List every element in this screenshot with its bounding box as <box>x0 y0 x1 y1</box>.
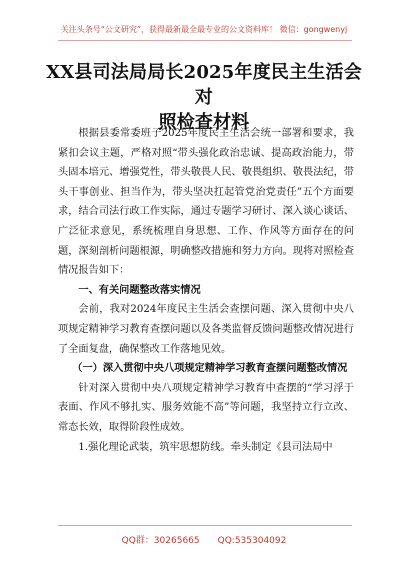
promo-banner: 关注头条号“公文研究”，获得最新最全最专业的公文资料库！ 微信：gongwenyj <box>60 25 348 34</box>
subsection-heading-1: （一）深入贯彻中央八项规定精神学习教育查摆问题整改情况 <box>72 362 348 375</box>
document-body <box>58 124 354 457</box>
subsection-1-paragraph: 针对深入贯彻中央八项规定精神学习教育中查摆的“学习浮于表面、作风不够扎实、服务效能不高”等问题，我坚持立行立改、常态长效，取得阶段性成效。 <box>58 382 354 433</box>
header-divider <box>58 40 352 41</box>
section-1-paragraph: 会前，我对2024年度民主生活会查摆问题、深入贯彻中央八项规定精神学习教育查摆问题以及各类监督反馈问题整改情况进行了全面复盘，确保整改工作落地见效。 <box>58 304 354 355</box>
point-1-paragraph: 1.强化理论武装，筑牢思想防线。牵头制定《县司法局中 <box>78 441 333 453</box>
footer-divider <box>58 525 352 526</box>
section-heading-1: 一、有关问题整改落实情况 <box>78 283 201 296</box>
intro-paragraph: 根据县委常委班子2025年度民主生活会统一部署和要求，我紧扣会议主题，严格对照“带头强化政治忠诚、提高政治能力，带头固本培元、增强党性，带头敬畏人民、敬畏组织、敬畏法纪，带头干事创业、担当作为，带头坚决扛起管党治党责任”五个方面要求，结合司法行政工作实际，通过专题学习研讨、深入谈心谈话、广泛征求意见，系统梳理自身思想、工作、作风等方面存在的问题，深刻剖析问题根源，明确整改措施和努力方向。现将对照检查情况报告如下： <box>58 128 354 277</box>
title-line-1: XX县司法局局长2025年度民主生活会对 <box>46 62 362 108</box>
title-line-2: 照检查材料 <box>158 112 250 133</box>
footer-contact: QQ群：30265665 QQ:535304092 <box>121 536 287 546</box>
